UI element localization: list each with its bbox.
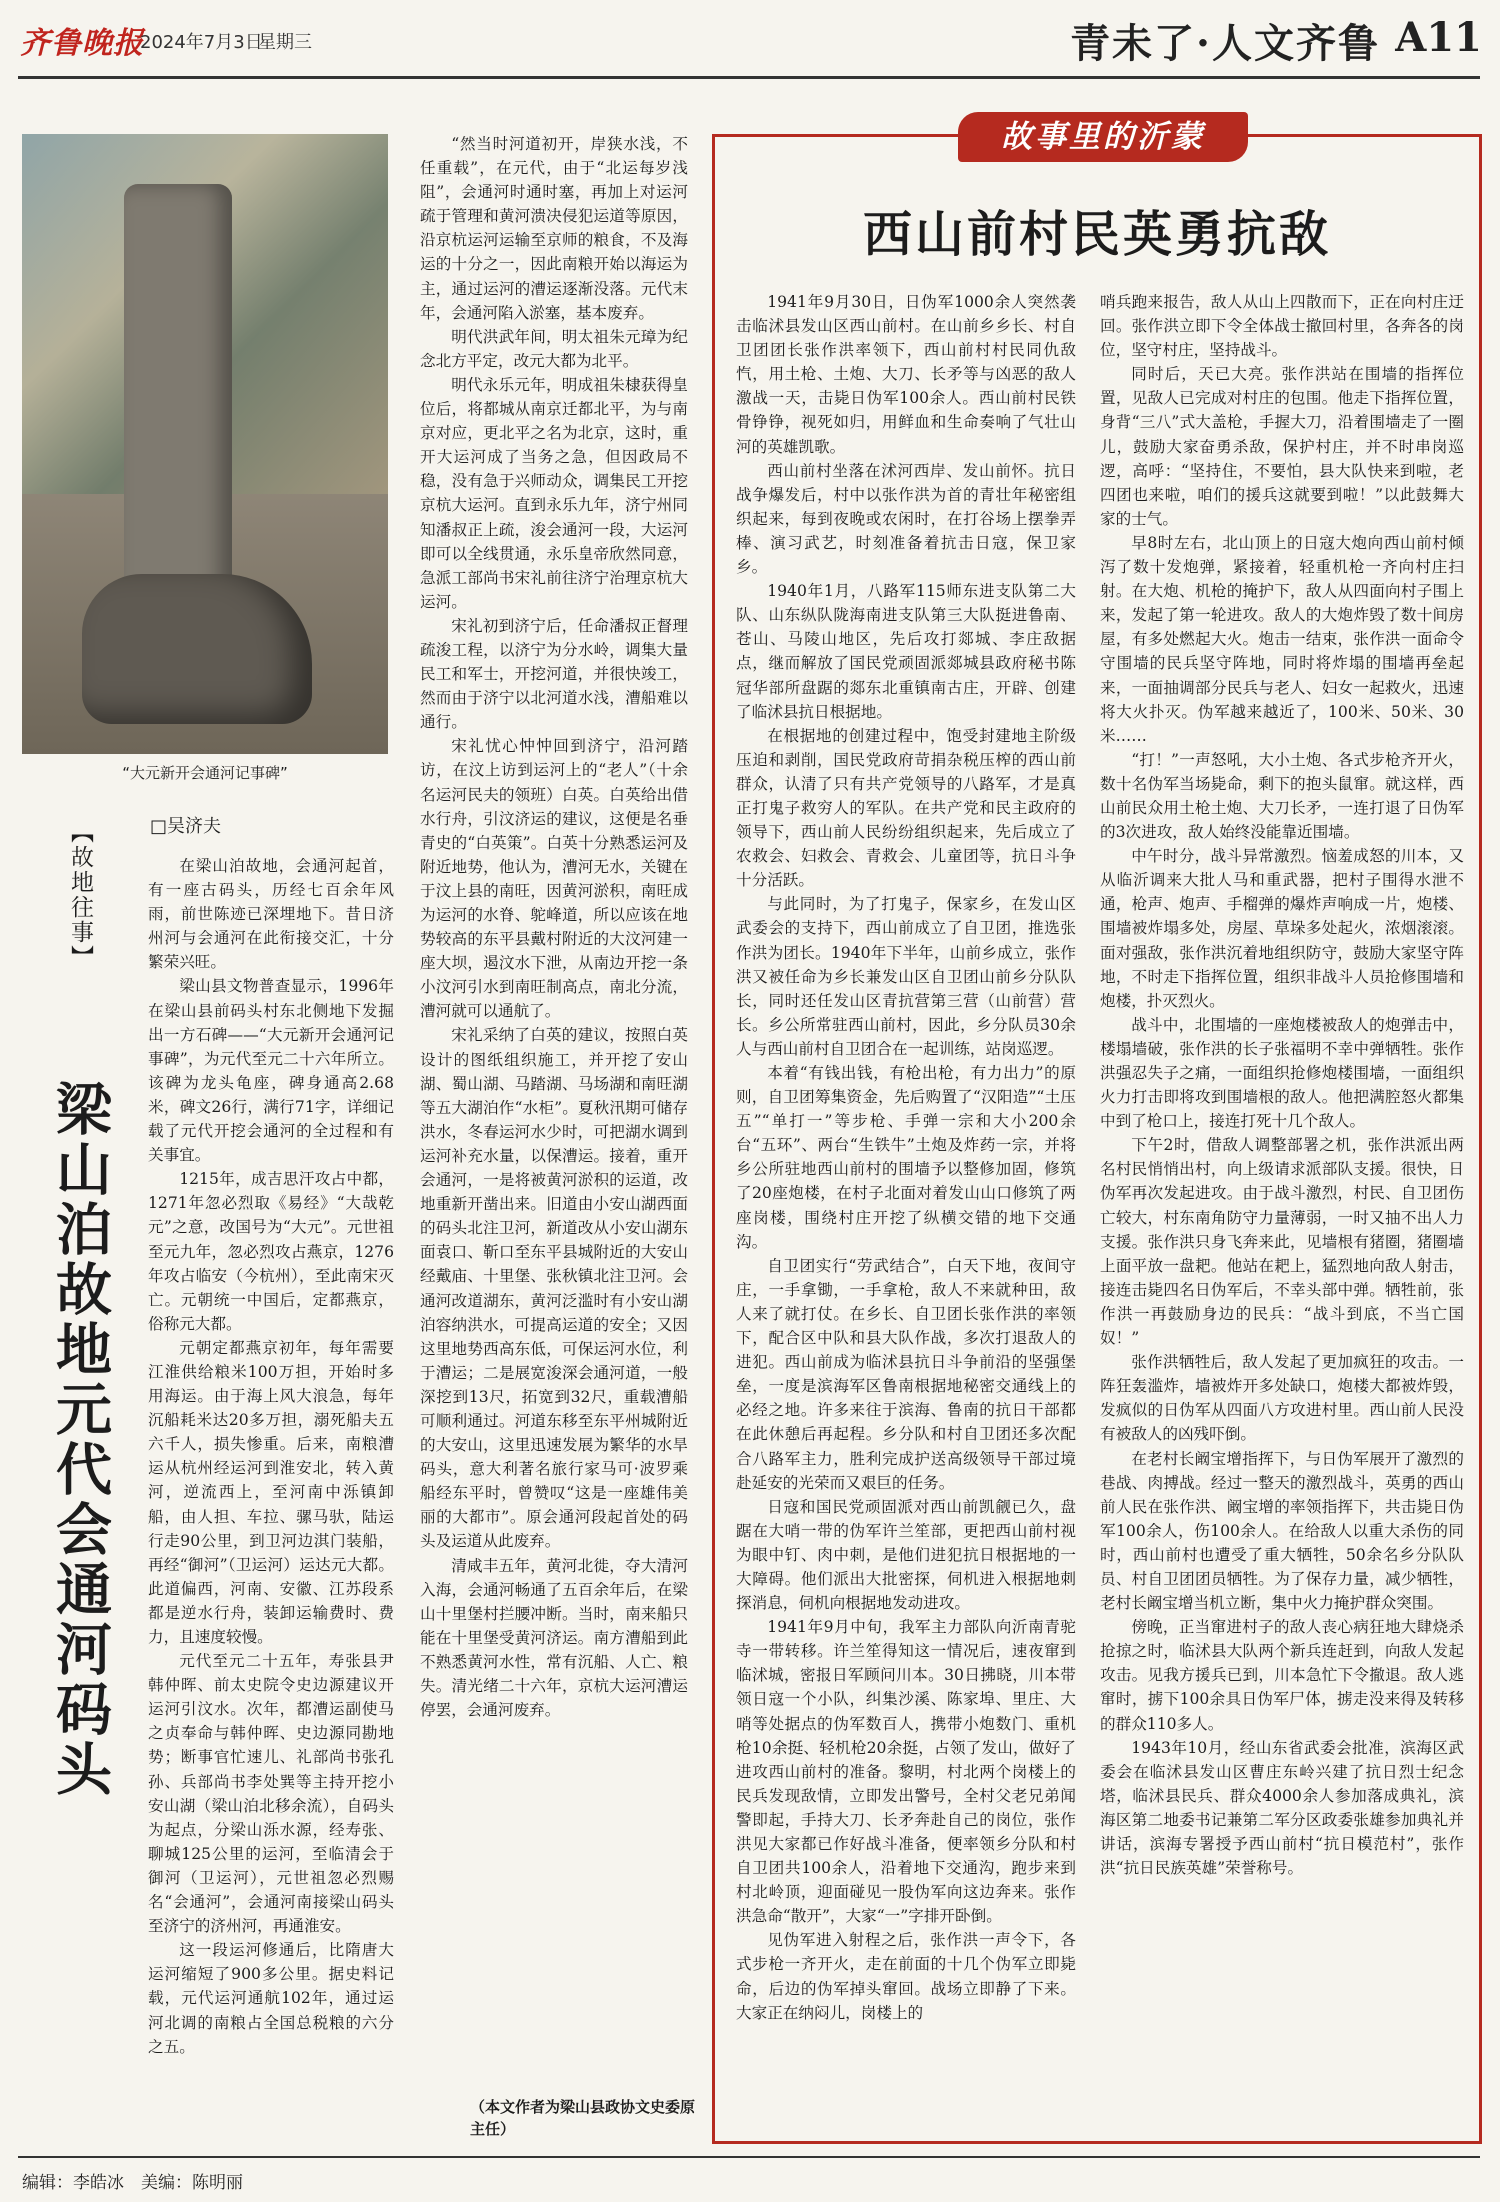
paragraph: 1943年10月，经山东省武委会批准，滨海区武委会在临沭县发山区曹庄东岭兴建了抗日烈士纪念塔，临沭县民兵、群众4000余人参加落成典礼，滨海区第二地委书记兼第二军分区政委张雄参加典礼并讲话，滨海专署授予西山前村“抗日模范村”，张作洪“抗日民族英雄”荣誉称号。 [1100,1738,1464,1878]
paragraph: 在梁山泊故地，会通河起首，有一座古码头，历经七百余年风雨，前世陈迹已深埋地下。昔日济州河与会通河在此衔接交汇，十分繁荣兴旺。 [148,857,394,972]
stele-photo [22,134,388,754]
paragraph: 宋礼初到济宁后，任命潘叔正督理疏浚工程，以济宁为分水岭，调集大量民工和军士，开挖河道，并很快竣工，然而由于济宁以北河道水浅，漕船难以通行。 [420,616,688,732]
paragraph: 哨兵跑来报告，敌人从山上四散而下，正在向村庄迂回。张作洪立即下令全体战士撤回村里，各奔各的岗位，坚守村庄，坚持战斗。 [1100,293,1464,360]
paragraph: 元朝定都燕京初年，每年需要江淮供给粮米100万担，开始时多用海运。由于海上风大浪急，每年沉船耗米达20多万担，溺死船夫五六千人，损失惨重。后来，南粮漕运从杭州经运河到淮安北，转入黄河，逆流西上，至河南中泺镇卸船，由人担、车拉、骡马驮，陆运行走90公里，到卫河边淇门装船，再经“御河”（卫运河）运达元大都。此道偏西，河南、安徽、江苏段系都是逆水行舟，装卸运输费时、费力，且速度较慢。 [148,1338,394,1646]
paragraph: 这一段运河修通后，比隋唐大运河缩短了900多公里。据史料记载，元代运河通航102年，通过运河北调的南粮占全国总税粮的六分之五。 [148,1941,394,2056]
paragraph: 本着“有钱出钱，有枪出枪，有力出力”的原则，自卫团筹集资金，先后购置了“汉阳造”“土压五”“单打一”等步枪、手弹一宗和大小200余台“五环”、两台“生铁牛”土炮及炸药一宗，并将乡公所驻地西山前村的围墙予以整修加固，修筑了20座炮楼，在村子北面对着发山山口修筑了两座岗楼，围绕村庄开挖了纵横交错的地下交通沟。 [736,1064,1076,1251]
newspaper-brand: 齐鲁晚报 [20,26,144,61]
paragraph: 在根据地的创建过程中，饱受封建地主阶级压迫和剥削，国民党政府苛捐杂税压榨的西山前群众，认清了只有共产党领导的八路军，才是真正打鬼子救穷人的军队。在共产党和民主政府的领导下，西山前人民纷纷组织起来，先后成立了农救会、妇救会、青救会、儿童团等，抗日斗争十分活跃。 [736,726,1076,890]
author-note: （本文作者为梁山县政协文史委原主任） [470,2098,696,2138]
column-kicker: 【故地往事】 [67,820,93,970]
editor-credits: 编辑：李皓冰 美编：陈明丽 [22,2173,243,2193]
paragraph: “然当时河道初开，岸狭水浅，不任重载”，在元代，由于“北运每岁浅阻”，会通河时通时塞，再加上对运河疏于管理和黄河溃决侵犯运道等原因，沿京杭运河运输至京师的粮食，不及海运的十分之一，因此南粮开始以海运为主，通过运河的漕运逐渐没落。元代末年，会通河陷入淤塞，基本废弃。 [420,135,688,322]
paragraph: 在老村长阚宝增指挥下，与日伪军展开了激烈的巷战、肉搏战。经过一整天的激烈战斗，英勇的西山前人民在张作洪、阚宝增的率领指挥下，共击毙日伪军100余人，伤100余人。在给敌人以重大杀伤的同时，西山前村也遭受了重大牺牲，50余名乡分队队员、村自卫团团员牺牲。为了保存力量，减少牺牲，老村长阚宝增当机立断，集中火力掩护群众突围。 [1100,1449,1464,1613]
left-article-column-2 [420,132,688,2096]
issue-weekday: 星期三 [258,32,312,53]
right-article-headline: 西山前村民英勇抗敌 [862,205,1331,263]
paragraph: 宋礼忧心忡忡回到济宁，沿河踏访，在汶上访到运河上的“老人”（十余名运河民夫的领班）白英。白英给出借水行舟，引汶济运的建议，这便是名垂青史的“白英策”。白英十分熟悉运河及附近地势，他认为，漕河无水，关键在于汶上县的南旺，因黄河淤积，南旺成为运河的水脊、鸵峰道，所以应该在地势较高的东平县戴村附近的大汶河建一座大坝，遏汶水下泄，从南边开挖一条小汶河引水到南旺制高点，南北分流，漕河就可以通航了。 [420,737,688,1021]
paragraph: 1941年9月30日，日伪军1000余人突然袭击临沭县发山区西山前村。在山前乡乡长、村自卫团团长张作洪率领下，西山前村村民同仇敌忾，用土枪、土炮、大刀、长矛等与凶恶的敌人激战一天，击毙日伪军100余人。西山前村民铁骨铮铮，视死如归，用鲜血和生命奏响了气壮山河的英雄凯歌。 [736,293,1076,456]
footer-rule [18,2156,1480,2158]
page-number: A11 [1395,14,1482,61]
author-byline: □吴济夫 [150,816,222,837]
photo-caption: “大元新开会通河记事碑” [122,764,288,782]
paragraph: 元代至元二十五年，寿张县尹韩仲晖、前太史院令史边源建议开运河引汶水。次年，都漕运副使马之贞奉命与韩仲晖、史边源同勘地势；断事官忙速儿、礼部尚书张孔孙、兵部尚书李处巽等主持开挖小安山湖（梁山泊北移余流），自码头为起点，分梁山泺水源，经寿张、聊城125公里的运河，至临清会于御河（卫运河），元世祖忽必烈赐名“会通河”，会通河南接梁山码头至济宁的济州河，再通淮安。 [148,1652,394,1936]
paragraph: 同时后，天已大亮。张作洪站在围墙的指挥位置，见敌人已完成对村庄的包围。他走下指挥位置，身背“三八”式大盖枪，手握大刀，沿着围墙走了一圈儿，鼓励大家奋勇杀敌，保护村庄，并不时串岗巡逻，高呼：“坚持住，不要怕，县大队快来到啦，老四团也来啦，咱们的援兵这就要到啦！”以此鼓舞大家的士气。 [1100,365,1464,528]
paragraph: “打！”一声怒吼，大小土炮、各式步枪齐开火，数十名伪军当场毙命，剩下的抱头鼠窜。就这样，西山前民众用土枪土炮、大刀长矛，一连打退了日伪军的3次进攻，敌人始终没能靠近围墙。 [1100,750,1464,842]
paragraph: 1215年，成吉思汗攻占中都，1271年忽必烈取《易经》“大哉乾元”之意，改国号为“大元”。元世祖至元九年，忽必烈攻占燕京，1276年攻占临安（今杭州），至此南宋灭亡。元朝统一中国后，定都燕京，俗称元大都。 [148,1170,394,1333]
paragraph: 明代洪武年间，明太祖朱元璋为纪念北方平定，改元大都为北平。 [420,327,688,370]
right-article-column-2 [1100,290,1464,2120]
paragraph: 梁山县文物普查显示，1996年在梁山县前码头村东北侧地下发掘出一方石碑——“大元新开会通河记事碑”，为元代至元二十六年所立。该碑为龙头龟座，碑身通高2.68米，碑文26行，满行71字，详细记载了元代开挖会通河的全过程和有关事宜。 [148,977,394,1165]
paragraph: 1941年9月中旬，我军主力部队向沂南青驼寺一带转移。许兰笙得知这一情况后，速夜窜到临沭城，密报日军顾问川本。30日拂晓，川本带领日寇一个小队，纠集沙溪、陈家埠、里庄、大哨等处据点的伪军数百人，携带小炮数门、重机枪10余挺、轻机枪20余挺，占领了发山，做好了进攻西山前村的准备。黎明，村北两个岗楼上的民兵发现敌情，立即发出警号，全村父老兄弟闻警即起，手持大刀、长矛奔赴自己的岗位，张作洪见大家都已作好战斗准备，便率领乡分队和村自卫团共100余人，沿着地下交通沟，跑步来到村北岭顶，迎面碰见一股伪军向这边奔来。张作洪急命“散开”，大家“一”字排开卧倒。 [736,1618,1076,1926]
paragraph: 傍晚，正当窜进村子的敌人丧心病狂地大肆烧杀抢掠之时，临沭县大队两个新兵连赶到，向敌人发起攻击。见我方援兵已到，川本急忙下令撤退。敌人逃窜时，掳下100余具日伪军尸体，掳走没来得及转移的群众110多人。 [1100,1618,1464,1733]
tortoise-base [82,574,312,724]
paragraph: 1940年1月，八路军115师东进支队第二大队、山东纵队陇海南进支队第三大队挺进鲁南、苍山、马陵山地区，先后攻打郯城、李庄敌据点，继而解放了国民党顽固派郯城县政府秘书陈冠华部所盘踞的郯东北重镇南古庄，开辟、创建了临沭县抗日根据地。 [736,582,1076,721]
paragraph: 见伪军进入射程之后，张作洪一声令下，各式步枪一齐开火，走在前面的十几个伪军立即毙命，后边的伪军掉头窜回。战场立即静了下来。大家正在纳闷儿，岗楼上的 [736,1931,1076,2022]
paragraph: 早8时左右，北山顶上的日寇大炮向西山前村倾泻了数十发炮弹，紧接着，轻重机枪一齐向村庄扫射。在大炮、机枪的掩护下，敌人从四面向村子围上来，发起了第一轮进攻。敌人的大炮炸毁了数十间房屋，有多处燃起大火。炮击一结束，张作洪一面命令守围墙的民兵坚守阵地，同时将炸塌的围墙再垒起来，一面抽调部分民兵与老人、妇女一起救火，迅速将大火扑灭。伪军越来越近了，100米、50米、30米…… [1100,533,1464,745]
section-title: 青未了·人文齐鲁 [1070,20,1380,67]
paragraph: 宋礼采纳了白英的建议，按照白英设计的图纸组织施工，并开挖了安山湖、蜀山湖、马踏湖、马场湖和南旺湖等五大湖泊作“水柜”。夏秋汛期可储存洪水，冬春运河水少时，可把湖水调到运河补充水量，以保漕运。接着，重开会通河，一是将被黄河淤积的运道，改地重新开凿出来。旧道由小安山湖西面的码头北注卫河，新道改从小安山湖东面袁口、靳口至东平县城附近的大安山经戴庙、十里堡、张秋镇北注卫河。会通河改道湖东，黄河泛滥时有小安山湖泊容纳洪水，可提高运道的安全；又因这里地势西高东低，可保运河水位，利于漕运；二是展宽浚深会通河道，一般深挖到13尺，拓宽到32尺，重载漕船可顺利通过。河道东移至东平州城附近的大安山，这里迅速发展为繁华的水旱码头，意大利著名旅行家马可·波罗乘船经东平时，曾赞叹“这是一座雄伟美丽的大都市”。原会通河段起首处的码头及运道从此废弃。 [420,1026,688,1551]
header-rule [18,76,1480,79]
right-article-column-1 [736,290,1076,2120]
paragraph: 战斗中，北围墙的一座炮楼被敌人的炮弹击中，楼塌墙破，张作洪的长子张福明不幸中弹牺牲。张作洪强忍失子之痛，一面组织抢修炮楼围墙，一面组织火力打击即将攻到围墙根的敌人。他把满腔怒火都集中到了枪口上，接连打死十几个敌人。 [1100,1015,1464,1131]
paragraph: 清咸丰五年，黄河北徙，夺大清河入海，会通河畅通了五百余年后，在梁山十里堡村拦腰冲断。当时，南来船只能在十里堡受黄河济运。南方漕船到此不熟悉黄河水性，常有沉船、人亡、粮失。清光绪二十六年，京杭大运河漕运停罢，会通河废弃。 [420,1556,688,1720]
paragraph: 自卫团实行“劳武结合”，白天下地，夜间守庄，一手拿锄，一手拿枪，敌人不来就种田，敌人来了就打仗。在乡长、自卫团长张作洪的率领下，配合区中队和县大队作战，多次打退敌人的进犯。西山前成为临沭县抗日斗争前沿的坚强堡垒，一度是滨海军区鲁南根据地秘密交通线上的必经之地。许多来往于滨海、鲁南的抗日干部都在此休憩后再起程。乡分队和村自卫团还多次配合八路军主力，胜利完成护送高级领导干部过境赴延安的光荣而又艰巨的任务。 [736,1256,1076,1492]
left-article-column-1 [148,854,394,2154]
paragraph: 西山前村坐落在沭河西岸、发山前怀。抗日战争爆发后，村中以张作洪为首的青壮年秘密组织起来，每到夜晚或农闲时，在打谷场上摆拳弄棒、演习武艺，时刻准备着抗击日寇，保卫家乡。 [736,461,1076,577]
paragraph: 中午时分，战斗异常激烈。恼羞成怒的川本，又从临沂调来大批人马和重武器，把村子围得水泄不通，枪声、炮声、手榴弹的爆炸声响成一片，炮楼、围墙被炸塌多处，房屋、草垛多处起火，浓烟滚滚。面对强敌，张作洪沉着地组织防守，鼓励大家坚守阵地，不时走下指挥位置，组织非战斗人员抢修围墙和炮楼，扑灭烈火。 [1100,847,1464,1010]
paragraph: 与此同时，为了打鬼子，保家乡，在发山区武委会的支持下，西山前成立了自卫团，推选张作洪为团长。1940年下半年，山前乡成立，张作洪又被任命为乡长兼发山区自卫团山前乡分队队长，同时还任发山区青抗营第三营（山前营）营长。乡公所常驻西山前村，因此，乡分队员30余人与西山前村自卫团合在一起训练，站岗巡逻。 [736,895,1076,1058]
issue-date: 2024年7月3日 [140,32,263,53]
paragraph: 日寇和国民党顽固派对西山前凯觎已久，盘踞在大哨一带的伪军许兰笙部，更把西山前村视为眼中钉、肉中刺，是他们进犯抗日根据地的一大障碍。他们派出大批密探，伺机进入根据地刺探消息，伺机向根据地发动进攻。 [736,1497,1076,1613]
paragraph: 明代永乐元年，明成祖朱棣获得皇位后，将都城从南京迁都北平，为与南京对应，更北平之名为北京，这时，重开大运河成了当务之急，但因政局不稳，没有急于兴师动众，调集民工开挖京杭大运河。直到永乐九年，济宁州同知潘叔正上疏，浚会通河一段，大运河即可以全线贯通，永乐皇帝欣然同意，急派工部尚书宋礼前往济宁治理京杭大运河。 [420,375,688,611]
stele-body [124,184,232,604]
column-badge: 故事里的沂蒙 [958,112,1248,162]
left-article-title: 梁山泊故地元代会通河码头 [47,1080,113,1800]
paragraph: 张作洪牺牲后，敌人发起了更加疯狂的攻击。一阵狂轰滥炸，墙被炸开多处缺口，炮楼大都被炸毁，发疯似的日伪军从四面八方攻进村里。西山前人民没有被敌人的凶残吓倒。 [1100,1353,1464,1444]
paragraph: 下午2时，借敌人调整部署之机，张作洪派出两名村民悄悄出村，向上级请求派部队支援。很快，日伪军再次发起进攻。由于战斗激烈，村民、自卫团伤亡较大，村东南角防守力量薄弱，一时又抽不出人力支援。张作洪只身飞奔来此，见墙根有猪圈，猪圈墙上面平放一盘耙。他站在耙上，猛烈地向敌人射击，接连击毙四名日伪军后，不幸头部中弹。牺牲前，张作洪一再鼓励身边的民兵：“战斗到底，不当亡国奴！” [1100,1136,1464,1348]
